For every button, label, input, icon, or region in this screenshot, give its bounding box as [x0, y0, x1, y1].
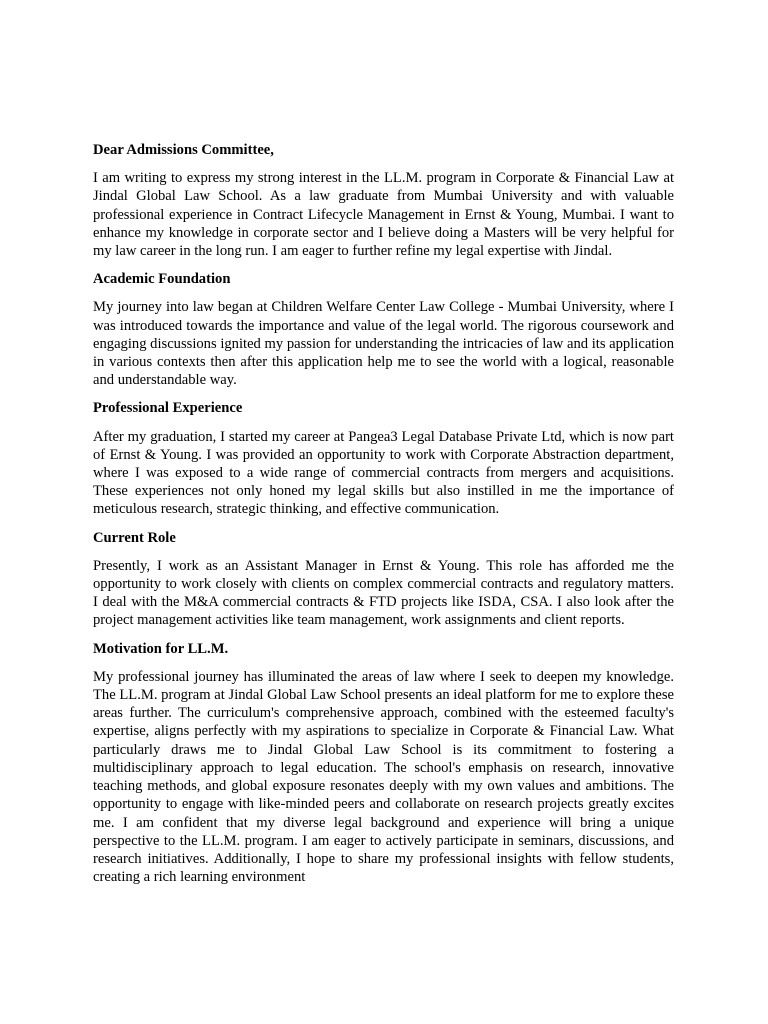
section-body-professional: After my graduation, I started my career at Pangea3 Legal Database Private Ltd, which is now part of Ernst & Young. I was provided an opportunity to work with Corporate Abstraction department, where I was exposed to a wide range of commercial contracts from mergers and acquisitions. These experiences not only honed my legal skills but also instilled in me the importance of meticulous research, strategic thinking, and effective communication.	[93, 428, 674, 518]
section-heading-professional: Professional Experience	[93, 400, 243, 417]
intro-paragraph: I am writing to express my strong interest in the LL.M. program in Corporate & Financial Law at Jindal Global Law School. As a law graduate from Mumbai University and with valuable professional experience in Contract Lifecycle Management in Ernst & Young, Mumbai. I want to enhance my knowledge in corporate sector and I believe doing a Masters will be very helpful for my law career in the long run. I am eager to further refine my legal expertise with Jindal.	[93, 170, 674, 260]
section-body-current-role: Presently, I work as an Assistant Manager in Ernst & Young. This role has afforded me the opportunity to work closely with clients on complex commercial contracts and regulatory matters. I deal with the M&A commercial contracts & FTD projects like ISDA, CSA. I also look after the project management activities like team management, work assignments and client reports.	[93, 557, 674, 629]
section-body-motivation: My professional journey has illuminated the areas of law where I seek to deepen my knowledge. The LL.M. program at Jindal Global Law School presents an ideal platform for me to explore these areas further. The curriculum's comprehensive approach, combined with the esteemed faculty's expertise, aligns perfectly with my aspirations to specialize in Corporate & Financial Law. What particularly draws me to Jindal Global Law School is its commitment to fostering a multidisciplinary approach to legal education. The school's emphasis on research, innovative teaching methods, and global exposure resonates deeply with my own values and ambitions. The opportunity to engage with like-minded peers and collaborate on research projects greatly excites me. I am confident that my diverse legal background and experience will bring a unique perspective to the LL.M. program. I am eager to actively participate in seminars, discussions, and research initiatives. Additionally, I hope to share my professional insights with fellow students, creating a rich learning environment	[93, 668, 674, 886]
section-heading-motivation: Motivation for LL.M.	[93, 640, 229, 657]
section-heading-current-role: Current Role	[93, 529, 176, 546]
salutation: Dear Admissions Committee,	[93, 142, 274, 158]
section-heading-academic: Academic Foundation	[93, 271, 231, 288]
section-body-academic: My journey into law began at Children Welfare Center Law College - Mumbai University, where I was introduced towards the importance and value of the legal world. The rigorous coursework and engaging discussions ignited my passion for understanding the intricacies of law and its application in various contexts then after this application help me to see the world with a logical, reasonable and understandable way.	[93, 299, 674, 389]
document-page	[93, 141, 674, 896]
